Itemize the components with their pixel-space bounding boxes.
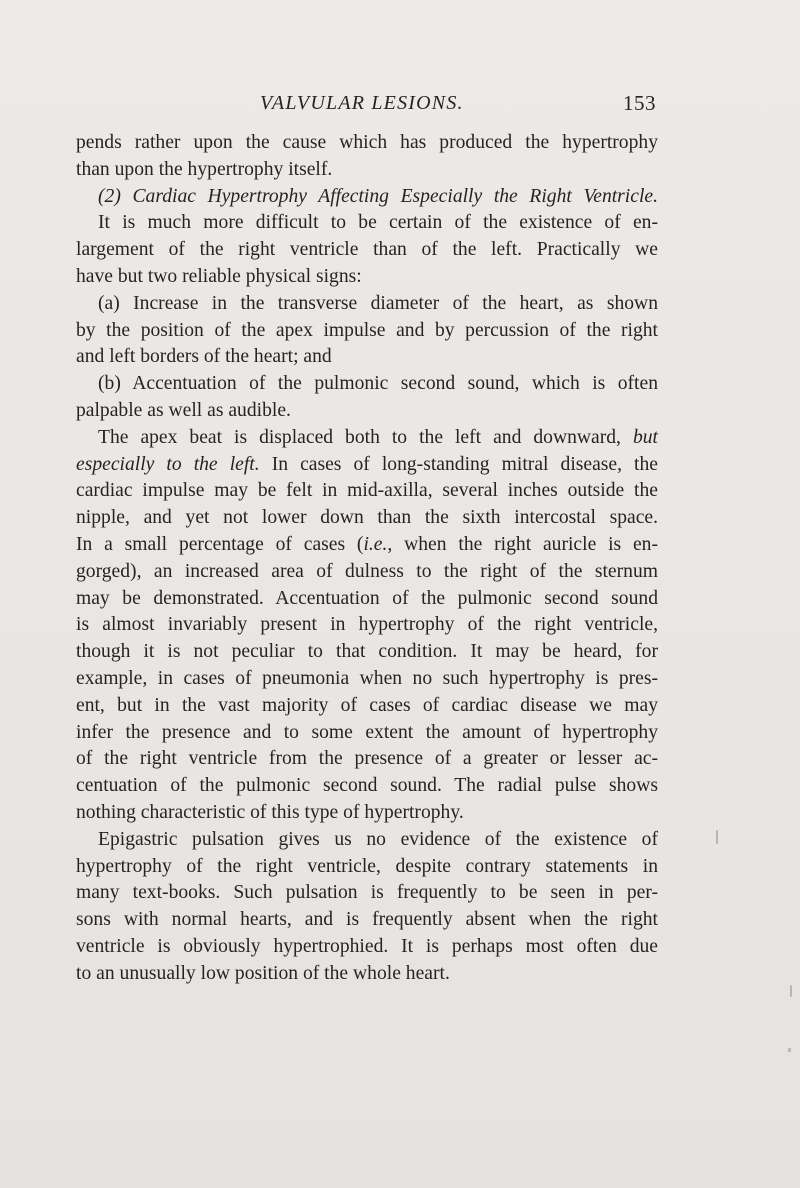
- text-line: example, in cases of pneumonia when no such hypertrophy is pres-: [76, 667, 658, 689]
- text-line: nipple, and yet not lower down than the sixth intercostal space.: [76, 507, 658, 529]
- paper-speck: [716, 830, 718, 844]
- text-line: hypertrophy of the right ventricle, despite contrary statements in: [76, 855, 658, 877]
- text-line: by the position of the apex impulse and by percussion of the right: [76, 319, 658, 341]
- text-line: ent, but in the vast majority of cases of cardiac disease we may: [76, 694, 658, 716]
- body-text: [76, 130, 658, 988]
- text-line: have but two reliable physical signs:: [76, 265, 362, 287]
- text-line: nothing characteristic of this type of hypertrophy.: [76, 801, 464, 823]
- text-line: and left borders of the heart; and: [76, 346, 332, 368]
- section-heading: [76, 184, 658, 211]
- text-line: is almost invariably present in hypertrophy of the right ventricle,: [76, 614, 658, 636]
- text-line: though it is not peculiar to that condition. It may be heard, for: [76, 641, 658, 663]
- text-line: infer the presence and to some extent the amount of hypertrophy: [76, 721, 658, 743]
- text-line: of the right ventricle from the presence of a greater or lesser ac-: [76, 748, 658, 770]
- page-number: 153: [623, 91, 656, 115]
- text-segment: In a small percentage of cases (: [76, 533, 364, 555]
- text-line: largement of the right ventricle than of the left. Practically we: [76, 239, 658, 261]
- text-line: ventricle is obviously hypertrophied. It is perhaps most often due: [76, 935, 658, 957]
- text-line: sons with normal hearts, and is frequently absent when the right: [76, 909, 658, 931]
- emphasis-text: i.e.: [363, 533, 388, 555]
- text-line: It is much more difficult to be certain of the existence of en-: [98, 212, 658, 234]
- text-line: to an unusually low position of the whole heart.: [76, 962, 450, 984]
- paper-speck: [790, 985, 792, 997]
- text-line: (b) Accentuation of the pulmonic second sound, which is often: [98, 373, 658, 395]
- running-head: [76, 88, 656, 118]
- text-line: than upon the hypertrophy itself.: [76, 158, 333, 180]
- emphasis-text: but: [632, 426, 658, 448]
- text-line-mixed: [76, 532, 658, 559]
- text-line: pends rather upon the cause which has produced the hypertrophy: [76, 132, 658, 153]
- text-segment: , when the right auricle is en-: [387, 533, 659, 555]
- text-segment: In cases of long-standing mitral disease, the: [271, 453, 658, 475]
- text-line: centuation of the pulmonic second sound. The radial pulse shows: [76, 775, 658, 797]
- section-heading-text: (2) Cardiac Hypertrophy Affecting Especially the Right Ventricle.: [98, 185, 658, 207]
- text-line: Epigastric pulsation gives us no evidence of the existence of: [98, 828, 658, 850]
- text-line: cardiac impulse may be felt in mid-axilla, several inches outside the: [76, 480, 658, 502]
- text-line: palpable as well as audible.: [76, 399, 291, 421]
- text-line-mixed: [76, 425, 658, 452]
- text-line: (a) Increase in the transverse diameter of the heart, as shown: [98, 292, 658, 314]
- text-line: may be demonstrated. Accentuation of the pulmonic second sound: [76, 587, 658, 609]
- text-line-mixed: [76, 452, 658, 479]
- text-line: gorged), an increased area of dulness to the right of the sternum: [76, 560, 658, 582]
- running-title: VALVULAR LESIONS.: [260, 92, 464, 114]
- paper-speck: [788, 1048, 791, 1052]
- text-segment: The apex beat is displaced both to the left and downward,: [98, 426, 621, 448]
- text-line: many text-books. Such pulsation is frequently to be seen in per-: [76, 882, 658, 904]
- emphasis-text: especially to the left.: [76, 453, 260, 475]
